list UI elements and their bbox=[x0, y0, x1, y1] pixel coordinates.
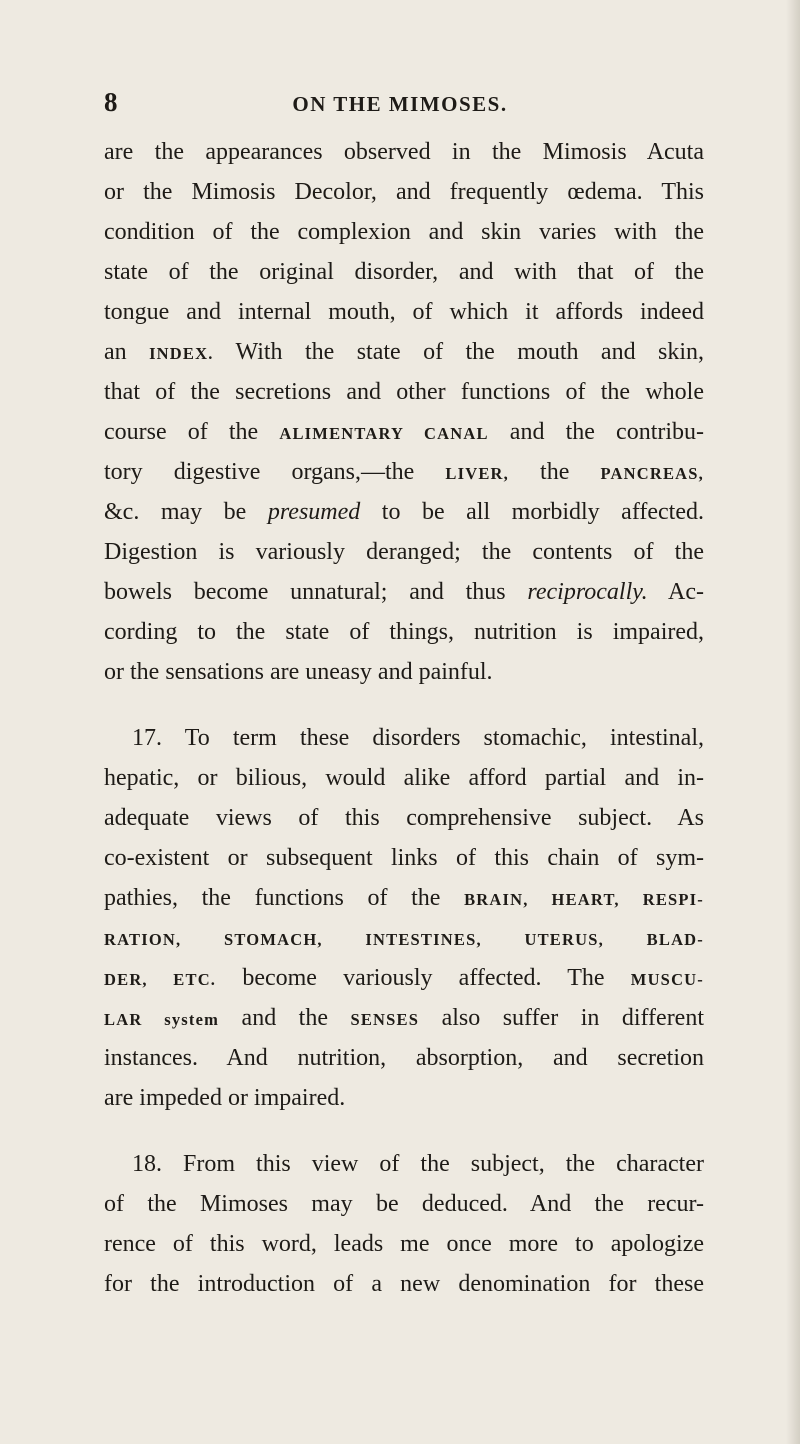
paragraph-gap bbox=[104, 1118, 704, 1144]
text-line: Digestion is variously deranged; the contents of the bbox=[104, 539, 704, 565]
text-run: become variously affected. The bbox=[216, 965, 631, 991]
text-run: tory digestive organs,—the bbox=[104, 459, 446, 485]
small-caps-term: RATION, STOMACH, INTESTINES, UTERUS, BLAD- bbox=[104, 930, 704, 949]
text-run: With the state of the mouth and skin, bbox=[213, 339, 705, 365]
text-line: rence of this word, leads me once more to apologize bbox=[104, 1231, 704, 1257]
page-edge-shadow bbox=[786, 0, 800, 1444]
text-run: course of the bbox=[104, 419, 280, 445]
italic-term: presumed bbox=[267, 499, 361, 525]
text-line: or the Mimosis Decolor, and frequently œdema. This bbox=[104, 179, 704, 205]
text-line: state of the original disorder, and with that of the bbox=[104, 259, 704, 285]
text-line: hepatic, or bilious, would alike afford partial and in- bbox=[104, 765, 704, 791]
text-line bbox=[104, 998, 704, 1038]
text-line: adequate views of this comprehensive subject. As bbox=[104, 805, 704, 831]
text-line: cording to the state of things, nutrition is impaired, bbox=[104, 619, 704, 645]
text-run: to be all morbidly affected. bbox=[360, 499, 704, 525]
text-run: pathies, the functions of the bbox=[104, 885, 465, 911]
small-caps-term: LAR bbox=[104, 1010, 143, 1029]
text-run: Ac- bbox=[647, 579, 705, 605]
running-head: ON THE MIMOSES. bbox=[292, 92, 508, 116]
italic-term: reciprocally. bbox=[527, 579, 648, 605]
text-line: 17. To term these disorders stomachic, intestinal, bbox=[132, 725, 704, 751]
small-caps-term: INDEX. bbox=[149, 344, 214, 363]
text-line bbox=[104, 412, 704, 452]
text-line: are the appearances observed in the Mimosis Acuta bbox=[104, 139, 704, 165]
text-line bbox=[104, 332, 704, 372]
paragraph-16-continued bbox=[104, 132, 704, 692]
small-caps-term: MUSCU- bbox=[630, 970, 704, 989]
text-line: co-existent or subsequent links of this chain of sym- bbox=[104, 845, 704, 871]
text-run: an bbox=[104, 339, 150, 365]
small-caps-term: SENSES bbox=[350, 1010, 420, 1029]
text-line: or the sensations are uneasy and painful. bbox=[104, 659, 493, 685]
text-line: 18. From this view of the subject, the character bbox=[132, 1151, 704, 1177]
small-caps-term: BRAIN, HEART, RESPI- bbox=[464, 890, 704, 909]
text-line: of the Mimoses may be deduced. And the recur- bbox=[104, 1191, 704, 1217]
text-line bbox=[104, 878, 704, 918]
small-caps-term: ALIMENTARY CANAL bbox=[279, 424, 489, 443]
paragraph-18 bbox=[104, 1144, 704, 1304]
text-line bbox=[104, 492, 704, 532]
text-line bbox=[104, 918, 704, 958]
text-line bbox=[104, 452, 704, 492]
text-run: &c. may be bbox=[104, 499, 268, 525]
text-line bbox=[104, 572, 704, 612]
text-line: for the introduction of a new denomination for these bbox=[104, 1271, 704, 1297]
small-caps-term: DER, ETC. bbox=[104, 970, 217, 989]
text-line bbox=[104, 958, 704, 998]
text-line: that of the secretions and other functions of the whole bbox=[104, 379, 704, 405]
small-caps-term: PANCREAS, bbox=[600, 464, 704, 483]
text-run: the bbox=[508, 459, 601, 485]
text-line: condition of the complexion and skin varies with the bbox=[104, 219, 704, 245]
text-line: instances. And nutrition, absorption, and secretion bbox=[104, 1045, 704, 1071]
small-caps-term: system bbox=[142, 1010, 220, 1029]
text-line: tongue and internal mouth, of which it affords indeed bbox=[104, 299, 704, 325]
text-run: and the contribu- bbox=[488, 419, 705, 445]
paragraph-17 bbox=[104, 718, 704, 1118]
page-number: 8 bbox=[104, 87, 118, 117]
small-caps-term: LIVER, bbox=[445, 464, 509, 483]
paragraph-gap bbox=[104, 692, 704, 718]
body-text bbox=[104, 132, 704, 1304]
text-line: are impeded or impaired. bbox=[104, 1085, 346, 1111]
text-run: and the bbox=[219, 1005, 351, 1031]
text-run: also suffer in different bbox=[419, 1005, 704, 1031]
text-run: bowels become unnatural; and thus bbox=[104, 579, 528, 605]
page-header bbox=[0, 84, 800, 120]
